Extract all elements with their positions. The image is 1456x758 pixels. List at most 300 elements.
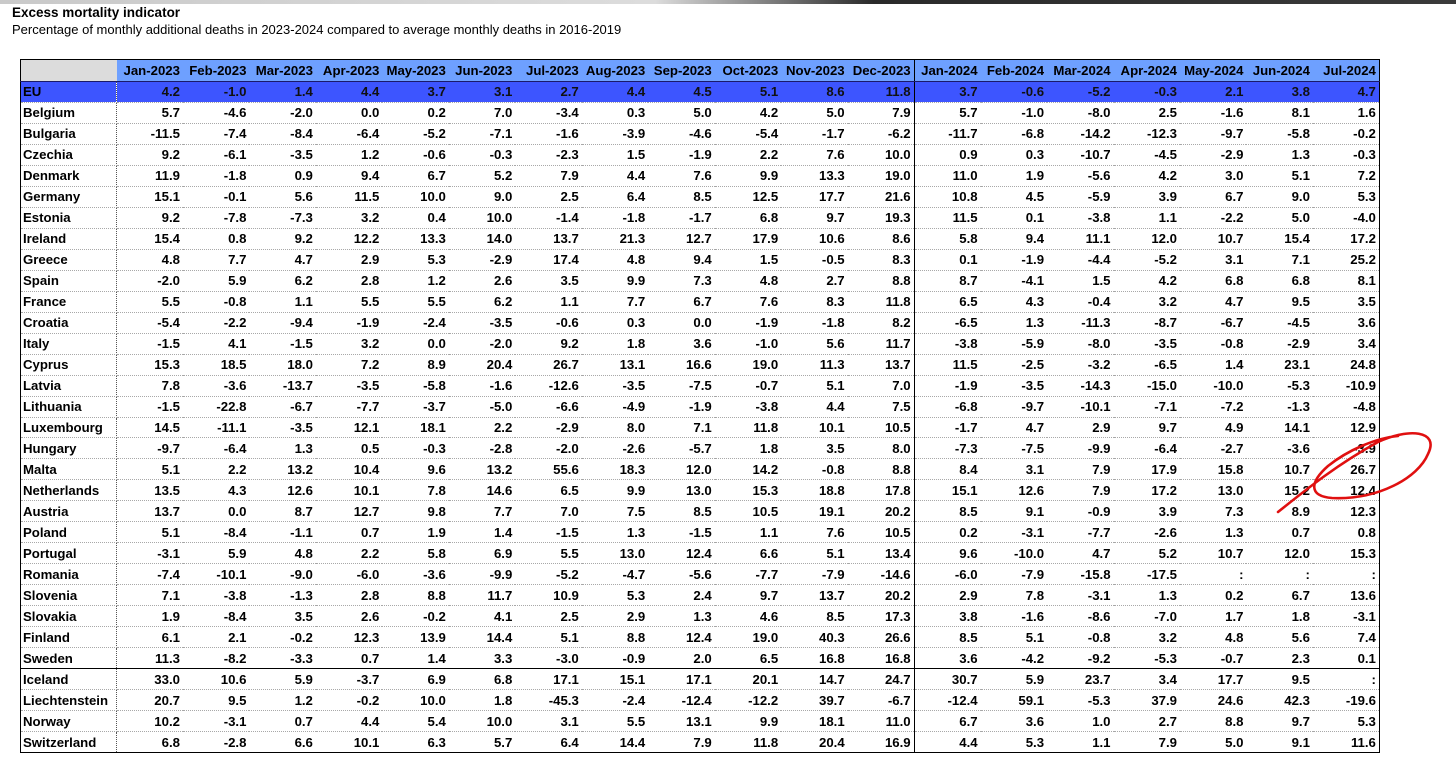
value-cell: 13.9 — [382, 627, 448, 648]
value-cell: 10.5 — [848, 522, 914, 543]
value-cell: 0.7 — [1246, 522, 1312, 543]
eu-total-row — [21, 82, 1380, 103]
value-cell: 24.7 — [848, 669, 914, 690]
value-cell: 15.3 — [715, 480, 781, 501]
value-cell: 8.7 — [249, 501, 315, 522]
value-cell: 4.9 — [1180, 417, 1246, 438]
value-cell: -1.7 — [914, 417, 980, 438]
value-cell: 7.0 — [449, 102, 515, 123]
value-cell: -1.8 — [781, 312, 847, 333]
country-name: Portugal — [21, 543, 117, 564]
value-cell: -0.1 — [183, 186, 249, 207]
value-cell: -3.5 — [316, 375, 382, 396]
value-cell: 4.2 — [715, 102, 781, 123]
value-cell: -10.0 — [981, 543, 1047, 564]
value-cell: -9.4 — [249, 312, 315, 333]
value-cell: 10.6 — [183, 669, 249, 690]
value-cell: 2.0 — [648, 648, 714, 669]
value-cell: 4.3 — [981, 291, 1047, 312]
value-cell: -0.6 — [382, 144, 448, 165]
value-cell: 11.3 — [781, 354, 847, 375]
value-cell: 9.1 — [1246, 732, 1312, 753]
value-cell: 8.9 — [1246, 501, 1312, 522]
value-cell: 14.4 — [449, 627, 515, 648]
value-cell: -1.9 — [981, 249, 1047, 270]
value-cell: 9.4 — [316, 165, 382, 186]
value-cell: -0.2 — [249, 627, 315, 648]
value-cell: 7.6 — [781, 144, 847, 165]
value-cell: 39.7 — [781, 690, 847, 711]
value-cell: 1.3 — [249, 438, 315, 459]
value-cell: 13.3 — [781, 165, 847, 186]
value-cell: 4.4 — [781, 396, 847, 417]
value-cell: -5.3 — [1047, 690, 1113, 711]
country-name: Luxembourg — [21, 417, 117, 438]
value-cell: 6.8 — [715, 207, 781, 228]
value-cell: 6.6 — [715, 543, 781, 564]
value-cell: 5.4 — [382, 711, 448, 732]
value-cell: 6.5 — [515, 480, 581, 501]
value-cell: 5.3 — [1313, 186, 1379, 207]
table-row — [21, 585, 1380, 606]
value-cell: -5.0 — [449, 396, 515, 417]
value-cell: -0.6 — [981, 82, 1047, 103]
value-cell: -11.3 — [1047, 312, 1113, 333]
value-cell: 12.7 — [648, 228, 714, 249]
value-cell: 20.4 — [449, 354, 515, 375]
value-cell: -15.0 — [1114, 375, 1180, 396]
value-cell: -3.5 — [449, 312, 515, 333]
value-cell: 5.0 — [1180, 732, 1246, 753]
value-cell: 1.4 — [449, 522, 515, 543]
value-cell: 4.2 — [1114, 165, 1180, 186]
value-cell: 3.8 — [1246, 82, 1312, 103]
value-cell: 5.0 — [781, 102, 847, 123]
value-cell: -4.1 — [981, 270, 1047, 291]
value-cell: 9.9 — [715, 165, 781, 186]
value-cell: 15.4 — [1246, 228, 1312, 249]
value-cell: 4.4 — [316, 711, 382, 732]
value-cell: 13.1 — [582, 354, 648, 375]
value-cell: -4.6 — [648, 123, 714, 144]
value-cell: 11.8 — [715, 417, 781, 438]
value-cell: 1.4 — [249, 82, 315, 103]
column-header: Feb-2023 — [183, 60, 249, 82]
value-cell: -8.4 — [249, 123, 315, 144]
value-cell: -3.6 — [1246, 438, 1312, 459]
country-name: Cyprus — [21, 354, 117, 375]
value-cell: 5.2 — [1114, 543, 1180, 564]
value-cell: 8.9 — [382, 354, 448, 375]
value-cell: 19.0 — [715, 627, 781, 648]
value-cell: -17.5 — [1114, 564, 1180, 585]
country-name: Romania — [21, 564, 117, 585]
value-cell: 3.3 — [449, 648, 515, 669]
value-cell: -5.8 — [1246, 123, 1312, 144]
value-cell: -5.3 — [1246, 375, 1312, 396]
value-cell: -11.5 — [117, 123, 183, 144]
value-cell: 3.7 — [382, 82, 448, 103]
country-name: Belgium — [21, 102, 117, 123]
value-cell: 19.0 — [848, 165, 914, 186]
value-cell: -6.5 — [1114, 354, 1180, 375]
value-cell: 5.6 — [781, 333, 847, 354]
value-cell: 14.4 — [582, 732, 648, 753]
value-cell: 13.3 — [382, 228, 448, 249]
value-cell: 5.3 — [1313, 711, 1379, 732]
value-cell: 5.8 — [382, 543, 448, 564]
value-cell: 4.4 — [582, 82, 648, 103]
value-cell: -2.9 — [1180, 144, 1246, 165]
country-name: Finland — [21, 627, 117, 648]
value-cell: -4.8 — [1313, 396, 1379, 417]
column-header: Aug-2023 — [582, 60, 648, 82]
value-cell: -9.2 — [1047, 648, 1113, 669]
value-cell: 2.5 — [1114, 102, 1180, 123]
country-name: Malta — [21, 459, 117, 480]
value-cell: 12.6 — [981, 480, 1047, 501]
value-cell: 4.6 — [715, 606, 781, 627]
value-cell: -22.8 — [183, 396, 249, 417]
value-cell: -2.9 — [1246, 333, 1312, 354]
value-cell: 3.9 — [1114, 501, 1180, 522]
value-cell: 16.8 — [781, 648, 847, 669]
value-cell: 3.2 — [316, 333, 382, 354]
value-cell: -3.3 — [249, 648, 315, 669]
value-cell: 4.1 — [449, 606, 515, 627]
country-name: Lithuania — [21, 396, 117, 417]
value-cell: 8.8 — [1180, 711, 1246, 732]
value-cell: -2.6 — [582, 438, 648, 459]
value-cell: -1.3 — [249, 585, 315, 606]
value-cell: 14.6 — [449, 480, 515, 501]
value-cell: 7.1 — [117, 585, 183, 606]
value-cell: -1.7 — [781, 123, 847, 144]
value-cell: -10.1 — [183, 564, 249, 585]
country-name: Iceland — [21, 669, 117, 690]
value-cell: -5.8 — [382, 375, 448, 396]
value-cell: -2.2 — [1180, 207, 1246, 228]
country-name: Estonia — [21, 207, 117, 228]
value-cell: 8.0 — [582, 417, 648, 438]
value-cell: 2.3 — [1246, 648, 1312, 669]
value-cell: 8.5 — [781, 606, 847, 627]
value-cell: 8.7 — [914, 270, 980, 291]
value-cell: 0.1 — [981, 207, 1047, 228]
value-cell: -3.9 — [582, 123, 648, 144]
value-cell: 3.5 — [781, 438, 847, 459]
value-cell: -5.6 — [648, 564, 714, 585]
value-cell: -6.8 — [981, 123, 1047, 144]
value-cell: -0.8 — [1047, 627, 1113, 648]
value-cell: 37.9 — [1114, 690, 1180, 711]
value-cell: 12.5 — [715, 186, 781, 207]
value-cell: -1.6 — [449, 375, 515, 396]
value-cell: 1.5 — [582, 144, 648, 165]
value-cell: 1.6 — [1313, 102, 1379, 123]
value-cell: 20.1 — [715, 669, 781, 690]
country-name: Netherlands — [21, 480, 117, 501]
value-cell: 26.7 — [515, 354, 581, 375]
value-cell: -3.1 — [117, 543, 183, 564]
value-cell: 7.6 — [781, 522, 847, 543]
value-cell: 10.0 — [382, 186, 448, 207]
value-cell: 9.5 — [1246, 669, 1312, 690]
table-row — [21, 207, 1380, 228]
value-cell: -1.0 — [981, 102, 1047, 123]
country-name: Sweden — [21, 648, 117, 669]
value-cell: 2.6 — [316, 606, 382, 627]
value-cell: 5.5 — [382, 291, 448, 312]
value-cell: -2.4 — [582, 690, 648, 711]
value-cell: 5.7 — [914, 102, 980, 123]
value-cell: -2.9 — [449, 249, 515, 270]
value-cell: -3.6 — [382, 564, 448, 585]
value-cell: 8.6 — [848, 228, 914, 249]
country-name: Germany — [21, 186, 117, 207]
value-cell: 20.4 — [781, 732, 847, 753]
value-cell: 7.0 — [515, 501, 581, 522]
value-cell: 2.8 — [316, 585, 382, 606]
column-header: Jul-2024 — [1313, 60, 1379, 82]
country-name: Hungary — [21, 438, 117, 459]
value-cell: -6.2 — [848, 123, 914, 144]
value-cell: -5.4 — [117, 312, 183, 333]
value-cell: 10.1 — [781, 417, 847, 438]
value-cell: -13.7 — [249, 375, 315, 396]
value-cell: -10.0 — [1180, 375, 1246, 396]
value-cell: 1.1 — [715, 522, 781, 543]
value-cell: 1.1 — [515, 291, 581, 312]
country-name: EU — [21, 82, 117, 103]
value-cell: -1.9 — [316, 312, 382, 333]
value-cell: 4.8 — [249, 543, 315, 564]
value-cell: -9.7 — [1180, 123, 1246, 144]
value-cell: 11.5 — [914, 354, 980, 375]
value-cell: 0.7 — [316, 522, 382, 543]
country-name: Croatia — [21, 312, 117, 333]
value-cell: -4.5 — [1246, 312, 1312, 333]
value-cell: 0.4 — [382, 207, 448, 228]
value-cell: 13.2 — [249, 459, 315, 480]
value-cell: 12.3 — [316, 627, 382, 648]
table-row — [21, 102, 1380, 123]
value-cell: 26.6 — [848, 627, 914, 648]
value-cell: -6.0 — [316, 564, 382, 585]
value-cell: 6.2 — [249, 270, 315, 291]
value-cell: 15.3 — [117, 354, 183, 375]
country-name: Poland — [21, 522, 117, 543]
value-cell: 15.1 — [117, 186, 183, 207]
value-cell: 26.7 — [1313, 459, 1379, 480]
table-row — [21, 459, 1380, 480]
value-cell: 1.9 — [382, 522, 448, 543]
value-cell: 18.8 — [781, 480, 847, 501]
value-cell: 13.4 — [848, 543, 914, 564]
value-cell: 3.9 — [1114, 186, 1180, 207]
value-cell: 5.1 — [117, 459, 183, 480]
value-cell: 6.7 — [1180, 186, 1246, 207]
value-cell: -0.9 — [1047, 501, 1113, 522]
value-cell: 10.1 — [316, 480, 382, 501]
value-cell: 4.7 — [1180, 291, 1246, 312]
value-cell: 0.9 — [914, 144, 980, 165]
value-cell: 9.5 — [1246, 291, 1312, 312]
table-row — [21, 669, 1380, 690]
table-row — [21, 228, 1380, 249]
value-cell: 13.7 — [515, 228, 581, 249]
value-cell: 3.6 — [981, 711, 1047, 732]
value-cell: 7.4 — [1313, 627, 1379, 648]
value-cell: 5.5 — [316, 291, 382, 312]
value-cell: -2.3 — [515, 144, 581, 165]
value-cell: 17.9 — [1114, 459, 1180, 480]
value-cell: -6.4 — [183, 438, 249, 459]
value-cell: 12.3 — [1313, 501, 1379, 522]
value-cell: -4.9 — [582, 396, 648, 417]
value-cell: 0.3 — [582, 312, 648, 333]
value-cell: 13.0 — [1180, 480, 1246, 501]
value-cell: 30.7 — [914, 669, 980, 690]
value-cell: 10.7 — [1180, 543, 1246, 564]
table-row — [21, 564, 1380, 585]
value-cell: -5.2 — [382, 123, 448, 144]
value-cell: 2.5 — [515, 606, 581, 627]
value-cell: 7.8 — [981, 585, 1047, 606]
country-name: Liechtenstein — [21, 690, 117, 711]
value-cell: 12.4 — [648, 627, 714, 648]
value-cell: 2.9 — [914, 585, 980, 606]
value-cell: 16.9 — [848, 732, 914, 753]
value-cell: 13.6 — [1313, 585, 1379, 606]
value-cell: 9.9 — [715, 711, 781, 732]
value-cell: 4.2 — [1114, 270, 1180, 291]
value-cell: 14.2 — [715, 459, 781, 480]
value-cell: 3.7 — [914, 82, 980, 103]
value-cell: 9.9 — [582, 480, 648, 501]
value-cell: 6.8 — [117, 732, 183, 753]
value-cell: 1.5 — [1047, 270, 1113, 291]
value-cell: 5.2 — [449, 165, 515, 186]
value-cell: -0.5 — [781, 249, 847, 270]
value-cell: -0.3 — [1114, 82, 1180, 103]
value-cell: -0.7 — [715, 375, 781, 396]
value-cell: 7.6 — [648, 165, 714, 186]
value-cell: -10.9 — [1313, 375, 1379, 396]
table-row — [21, 648, 1380, 669]
value-cell: -1.1 — [249, 522, 315, 543]
value-cell: 5.7 — [117, 102, 183, 123]
value-cell: 9.2 — [515, 333, 581, 354]
table-body — [21, 82, 1380, 753]
value-cell: 20.2 — [848, 501, 914, 522]
value-cell: -5.3 — [1114, 648, 1180, 669]
value-cell: -8.7 — [1114, 312, 1180, 333]
value-cell: -5.2 — [1047, 82, 1113, 103]
value-cell: 5.1 — [715, 82, 781, 103]
value-cell: -8.0 — [1047, 333, 1113, 354]
value-cell: 6.8 — [1180, 270, 1246, 291]
value-cell: 7.7 — [449, 501, 515, 522]
value-cell: 1.4 — [1180, 354, 1246, 375]
value-cell: 9.7 — [781, 207, 847, 228]
value-cell: 1.1 — [1114, 207, 1180, 228]
value-cell: -2.8 — [183, 732, 249, 753]
value-cell: 7.3 — [1180, 501, 1246, 522]
value-cell: 2.6 — [449, 270, 515, 291]
value-cell: 8.5 — [914, 627, 980, 648]
value-cell: -2.7 — [1180, 438, 1246, 459]
value-cell: 15.1 — [914, 480, 980, 501]
value-cell: -11.7 — [914, 123, 980, 144]
value-cell: 10.5 — [848, 417, 914, 438]
value-cell: -3.5 — [981, 375, 1047, 396]
value-cell: -0.2 — [1313, 123, 1379, 144]
value-cell: 0.3 — [981, 144, 1047, 165]
value-cell: -5.4 — [715, 123, 781, 144]
value-cell: 6.5 — [715, 648, 781, 669]
value-cell: 1.5 — [715, 249, 781, 270]
value-cell: -7.9 — [981, 564, 1047, 585]
value-cell: -1.6 — [515, 123, 581, 144]
value-cell: 24.6 — [1180, 690, 1246, 711]
value-cell: 7.2 — [1313, 165, 1379, 186]
value-cell: 3.5 — [249, 606, 315, 627]
country-name: Denmark — [21, 165, 117, 186]
value-cell: -0.3 — [1313, 144, 1379, 165]
value-cell: -6.7 — [1180, 312, 1246, 333]
value-cell: 10.0 — [449, 207, 515, 228]
value-cell: -3.1 — [981, 522, 1047, 543]
value-cell: 10.0 — [449, 711, 515, 732]
value-cell: 3.6 — [648, 333, 714, 354]
value-cell: 7.1 — [1246, 249, 1312, 270]
value-cell: 11.1 — [1047, 228, 1113, 249]
value-cell: 8.8 — [382, 585, 448, 606]
value-cell: -1.0 — [183, 82, 249, 103]
value-cell: -1.3 — [1246, 396, 1312, 417]
table-row — [21, 291, 1380, 312]
value-cell: 5.0 — [648, 102, 714, 123]
value-cell: -3.1 — [1047, 585, 1113, 606]
value-cell: 13.7 — [781, 585, 847, 606]
column-header: Jul-2023 — [515, 60, 581, 82]
value-cell: 12.0 — [1246, 543, 1312, 564]
value-cell: -6.6 — [515, 396, 581, 417]
country-name: Latvia — [21, 375, 117, 396]
value-cell: 21.3 — [582, 228, 648, 249]
value-cell: -0.4 — [1047, 291, 1113, 312]
mortality-table-container — [20, 59, 1379, 753]
value-cell: 4.8 — [715, 270, 781, 291]
value-cell: 11.3 — [117, 648, 183, 669]
value-cell: 17.8 — [848, 480, 914, 501]
value-cell: 20.2 — [848, 585, 914, 606]
value-cell: 10.1 — [316, 732, 382, 753]
value-cell: 9.4 — [981, 228, 1047, 249]
value-cell: 5.9 — [981, 669, 1047, 690]
value-cell: -3.1 — [1313, 606, 1379, 627]
value-cell: 13.1 — [648, 711, 714, 732]
value-cell: 9.7 — [1246, 711, 1312, 732]
value-cell: : — [1313, 669, 1379, 690]
value-cell: 1.9 — [117, 606, 183, 627]
value-cell: -0.3 — [449, 144, 515, 165]
value-cell: 13.7 — [848, 354, 914, 375]
value-cell: 9.4 — [648, 249, 714, 270]
value-cell: -6.4 — [316, 123, 382, 144]
value-cell: -7.3 — [249, 207, 315, 228]
